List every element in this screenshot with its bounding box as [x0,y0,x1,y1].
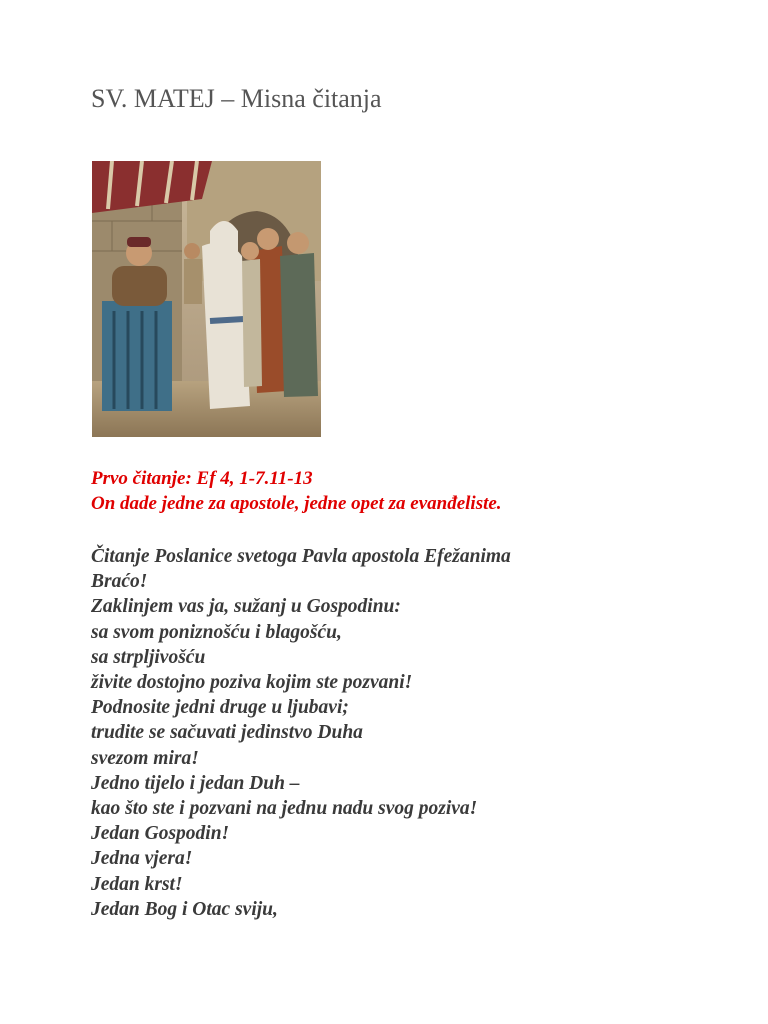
text-line: Jedan Bog i Otac sviju, [91,898,278,920]
text-line: sa svom poniznošću i blagošću, [91,621,342,643]
text-line: sa strpljivošću [91,646,206,668]
text-line: Jedno tijelo i jedan Duh – [91,772,300,794]
text-line: živite dostojno poziva kojim ste pozvani! [91,672,413,694]
text-line: svezom mira! [91,747,199,769]
text-line: Čitanje Poslanice svetoga Pavla apostola Efežanima [91,546,511,567]
text-line: Jedan Gospodin! [91,823,230,845]
text-line: Zaklinjem vas ja, sužanj u Gospodinu: [91,596,401,618]
text-line: trudite se sačuvati jedinstvo Duha [91,722,363,744]
text-line: Podnosite jedni druge u ljubavi; [91,697,349,719]
reading-subtitle: On dade jedne za apostole, jedne opet za evanđeliste. [91,493,502,514]
illustration-image [92,161,321,437]
reading-heading: Prvo čitanje: Ef 4, 1-7.11-13 [91,468,313,489]
text-line: Jedna vjera! [91,848,193,870]
reading-header [91,466,502,516]
text-line: kao što ste i pozvani na jednu nadu svog poziva! [91,798,478,820]
reading-text [91,544,511,922]
text-line: Braćo! [91,571,148,593]
page-title: SV. MATEJ – Misna čitanja [91,84,382,113]
text-line: Jedan krst! [91,873,183,895]
